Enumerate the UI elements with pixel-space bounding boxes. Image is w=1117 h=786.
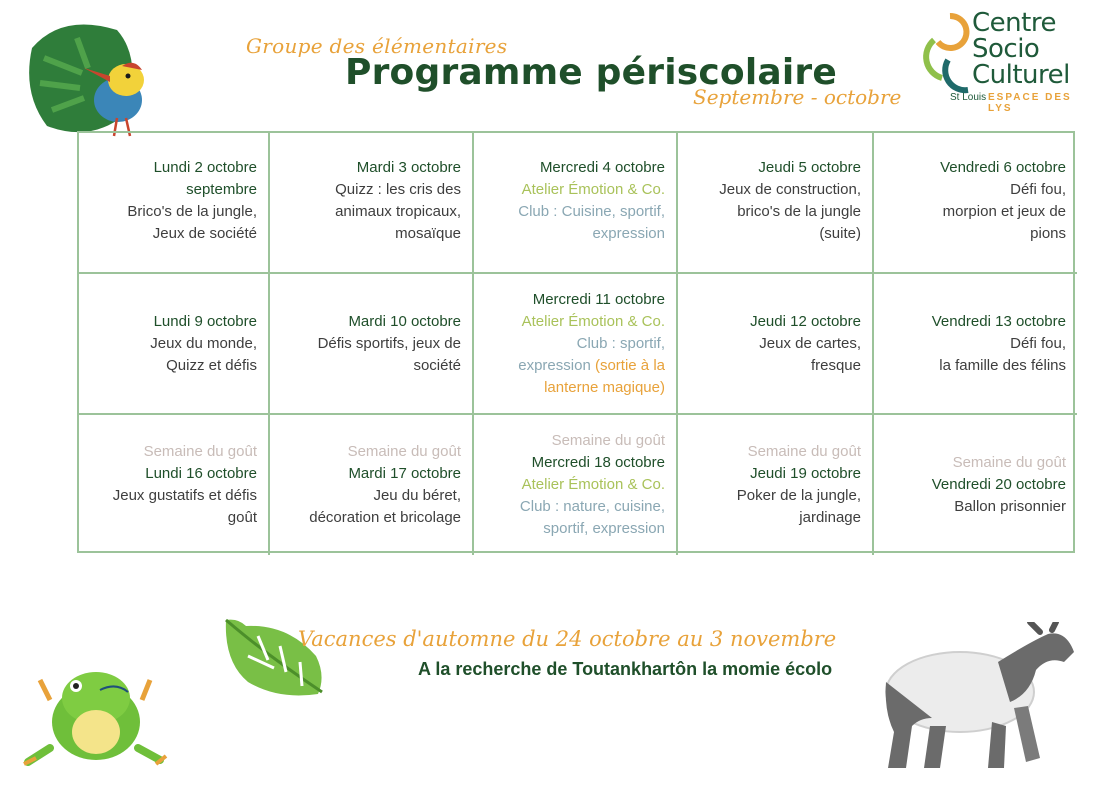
page-title: Programme périscolaire [345,52,837,93]
activity: Jeux de construction, [719,181,861,198]
day-label: Vendredi 6 octobre [940,159,1066,176]
day-label: Lundi 2 octobre [153,159,257,176]
club-label: expression [518,356,591,374]
atelier-label: Atelier Émotion & Co. [521,181,665,198]
activity: décoration et bricolage [309,509,461,526]
day-extra: septembre [186,181,257,198]
cell-mercredi-11 [474,274,678,415]
activity: Jeu du béret, [373,487,461,504]
activity: la famille des félins [939,356,1066,374]
cell-lundi-9 [79,274,270,415]
logo-line-3: Culturel [972,60,1070,90]
gout-label: Semaine du goût [143,443,257,460]
cell-mardi-10 [270,274,474,415]
day-label: Vendredi 20 octobre [931,476,1066,493]
period-label: Septembre - octobre [693,85,902,109]
activity: goût [227,509,257,526]
gout-label: Semaine du goût [952,454,1066,471]
gout-label: Semaine du goût [551,432,665,449]
centre-logo [920,8,1090,114]
activity: jardinage [799,509,861,526]
club-outing-line [518,355,665,377]
gout-label: Semaine du goût [747,443,861,460]
activity: Jeux du monde, [150,334,257,352]
activity: Quizz et défis [166,356,257,374]
day-label: Vendredi 13 octobre [931,312,1066,330]
outing-label: (sortie à la [594,356,665,374]
activity: Défi fou, [1010,181,1066,198]
activity: morpion et jeux de [942,203,1066,220]
club-label: expression [592,225,665,242]
activity: animaux tropicaux, [335,203,461,220]
cell-jeudi-5 [678,133,874,274]
day-label: Mercredi 18 octobre [531,454,665,471]
activity: Quizz : les cris des [335,181,461,198]
logo-swirl-icon [920,8,980,98]
activity: Jeux de cartes, [759,334,861,352]
club-label: Club : nature, cuisine, [519,498,665,515]
cell-vendredi-6 [874,133,1077,274]
activity: Défis sportifs, jeux de [317,334,461,352]
group-label: Groupe des élémentaires [246,34,508,58]
atelier-label: Atelier Émotion & Co. [521,312,665,330]
activity: mosaïque [395,225,461,242]
cell-jeudi-12 [678,274,874,415]
activity: Défi fou, [1010,334,1066,352]
atelier-label: Atelier Émotion & Co. [521,476,665,493]
cell-jeudi-19 [678,415,874,555]
activity: pions [1030,225,1066,242]
vacances-label: Vacances d'automne du 24 octobre au 3 novembre [298,627,837,651]
day-label: Jeudi 12 octobre [750,312,861,330]
club-label: Club : sportif, [576,334,665,352]
activity: (suite) [819,225,861,242]
gout-label: Semaine du goût [347,443,461,460]
cell-mercredi-18 [474,415,678,555]
club-label: Club : Cuisine, sportif, [518,203,665,220]
schedule-grid [77,131,1075,553]
frog-icon [20,660,170,772]
cell-lundi-16 [79,415,270,555]
activity: Ballon prisonnier [954,498,1066,515]
day-label: Mardi 3 octobre [356,159,461,176]
theme-label: A la recherche de Toutankhartôn la momie écolo [418,659,833,679]
activity: Poker de la jungle, [736,487,861,504]
outing-label: lanterne magique) [544,378,665,396]
club-label: sportif, expression [543,520,665,537]
cell-mardi-17 [270,415,474,555]
day-label: Mardi 17 octobre [348,465,461,482]
day-label: Lundi 9 octobre [153,312,257,330]
activity: Jeux gustatifs et défis [112,487,257,504]
day-label: Mercredi 11 octobre [532,290,665,308]
cell-lundi-2 [79,133,270,274]
activity: société [413,356,461,374]
activity: brico's de la jungle [737,203,861,220]
logo-line-2: Socio [972,34,1040,64]
cell-vendredi-13 [874,274,1077,415]
bird-on-leaf-icon [22,18,152,140]
cell-vendredi-20 [874,415,1077,555]
day-label: Jeudi 5 octobre [758,159,861,176]
logo-town: St Louis [950,92,987,103]
tapir-icon [880,622,1080,772]
activity: fresque [810,356,861,374]
activity: Brico's de la jungle, [127,203,257,220]
day-label: Mercredi 4 octobre [539,159,665,176]
day-label: Jeudi 19 octobre [750,465,861,482]
day-label: Mardi 10 octobre [348,312,461,330]
cell-mardi-3 [270,133,474,274]
cell-mercredi-4 [474,133,678,274]
day-label: Lundi 16 octobre [145,465,257,482]
activity: Jeux de société [152,225,257,242]
logo-espace: ESPACE DES LYS [988,92,1072,114]
logo-line-1: Centre [972,8,1056,38]
